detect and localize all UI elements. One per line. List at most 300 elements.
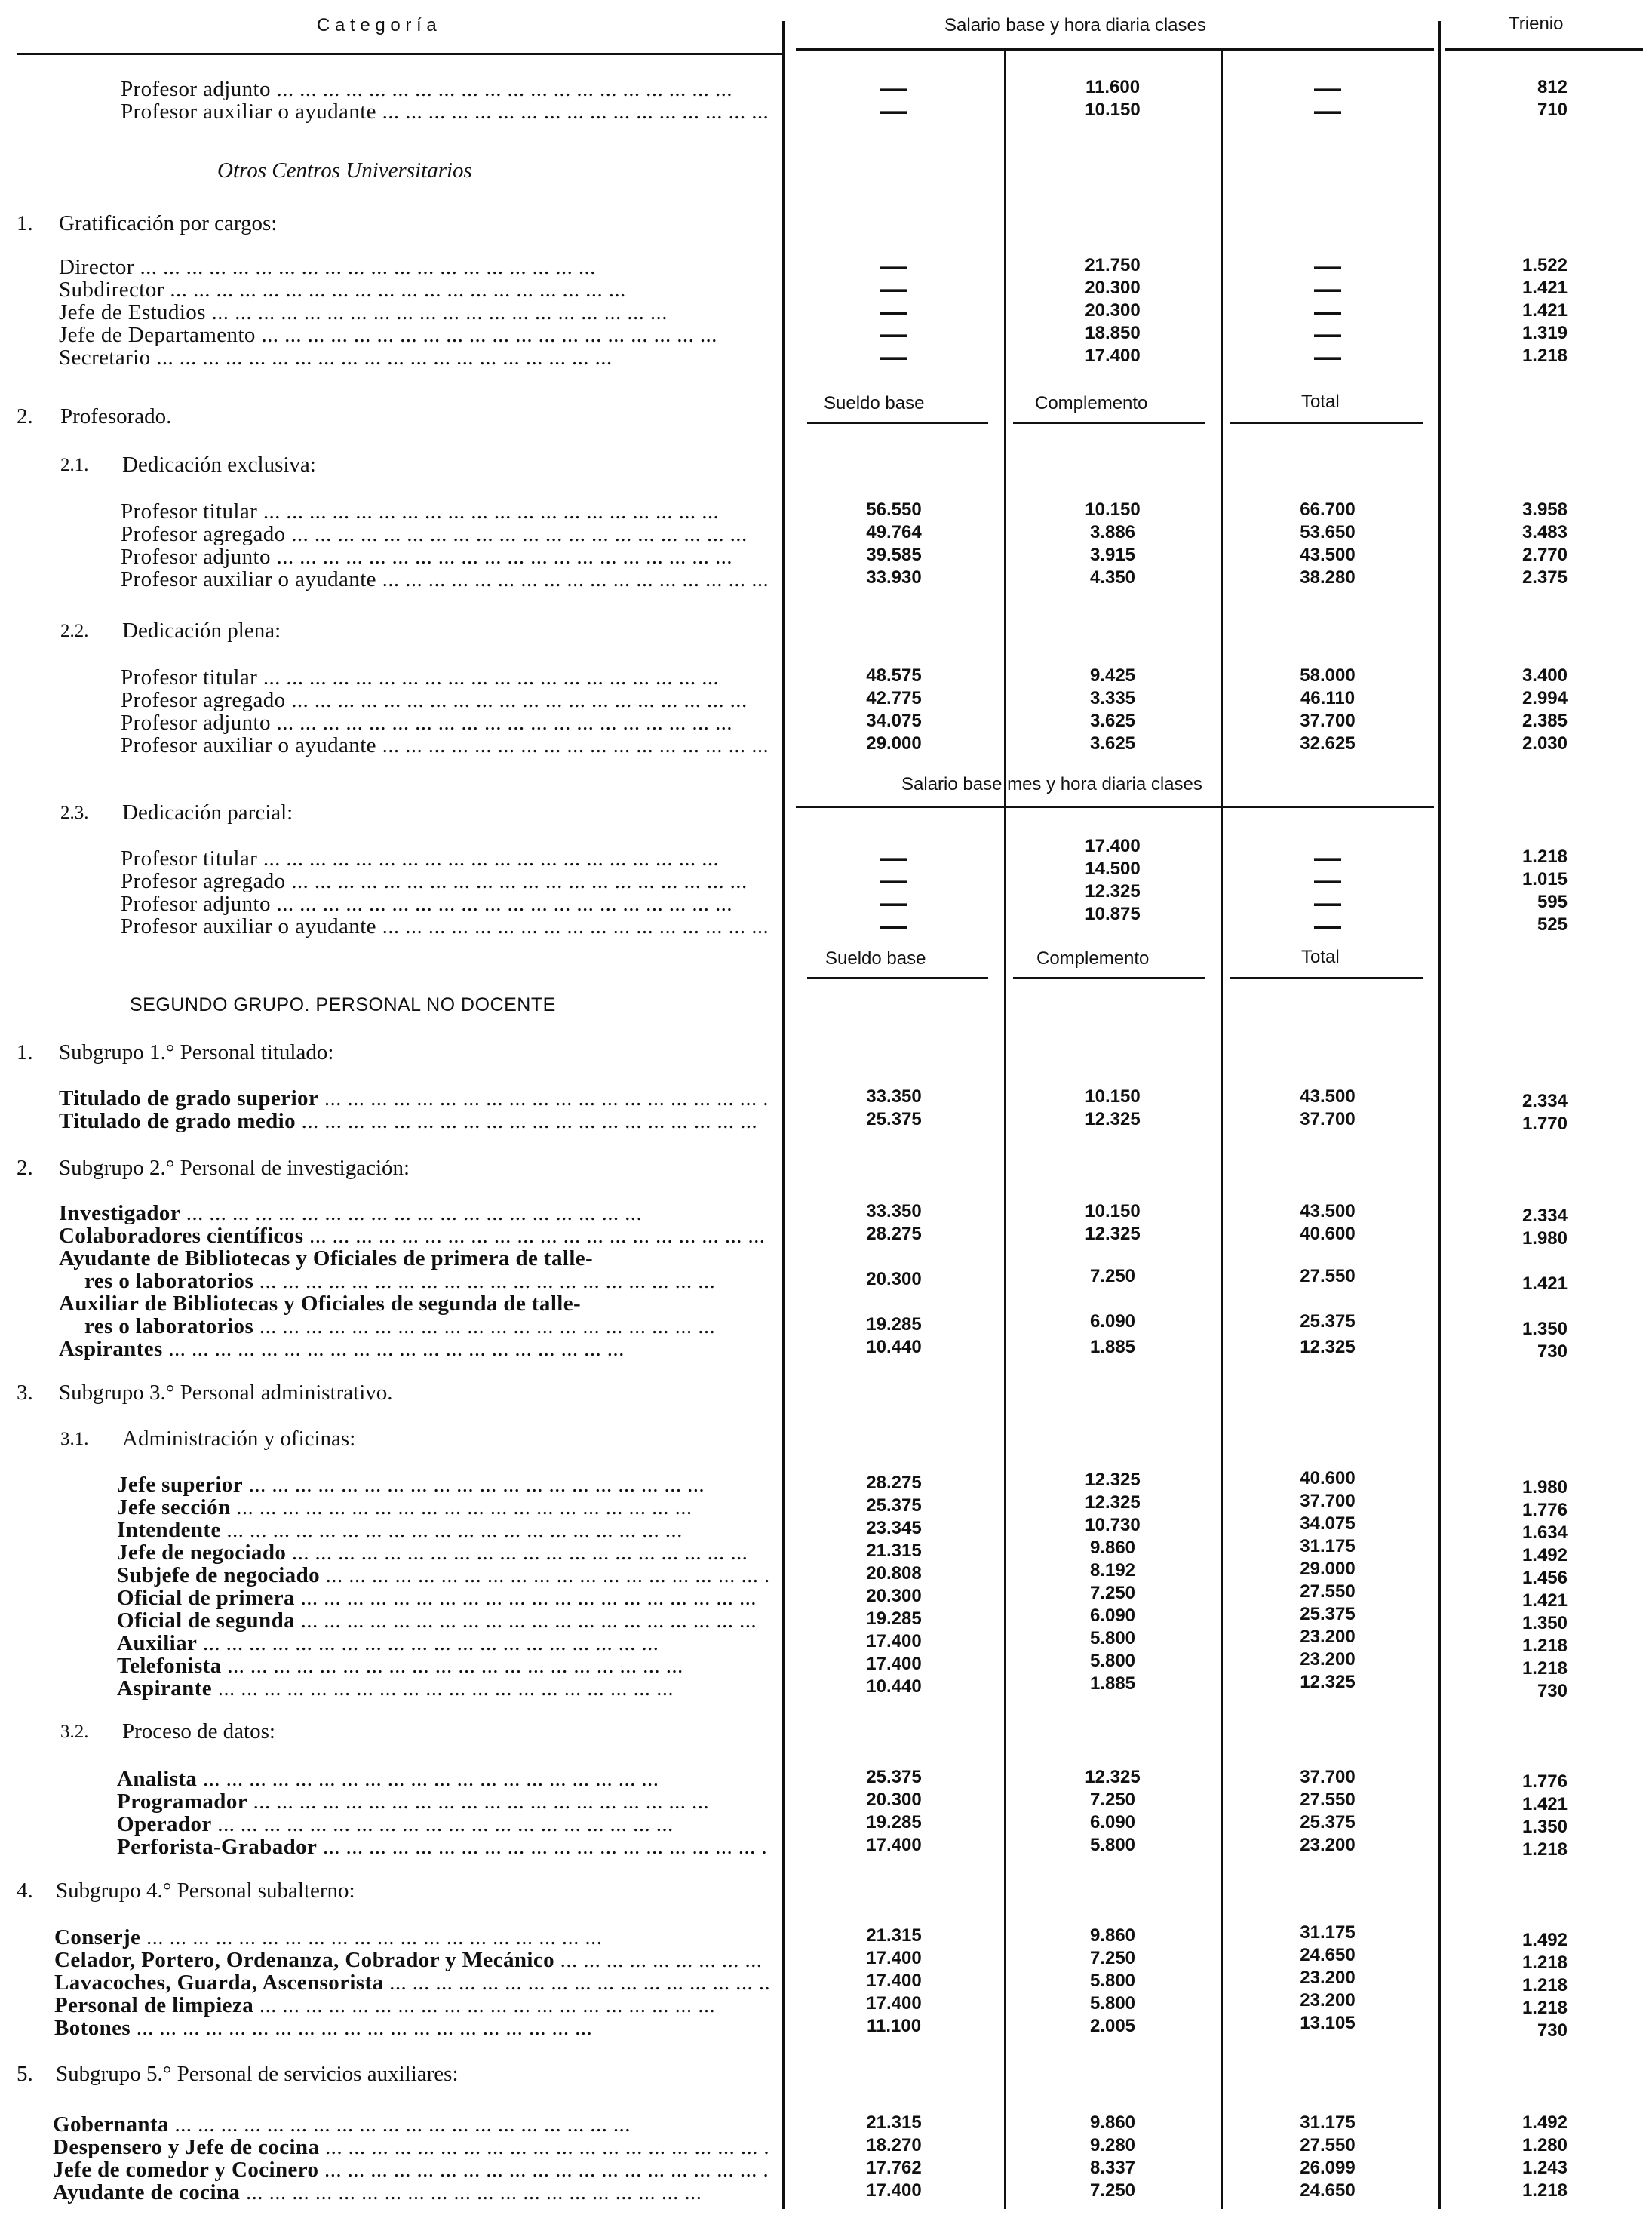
- cell-sueldo: 10.440: [866, 1676, 922, 1697]
- subheader-rule-1c: [1230, 422, 1423, 424]
- cell-sueldo: 17.400: [866, 2180, 922, 2201]
- cell-complemento: 12.325: [1085, 1224, 1141, 1244]
- cell-trienio: 1.421: [1521, 278, 1568, 298]
- cell-sueldo: —: [880, 250, 907, 281]
- cell-complemento: 17.400: [1085, 836, 1141, 856]
- row-label: Director ... .: [59, 255, 596, 279]
- cell-total: 37.700: [1300, 1491, 1356, 1511]
- row-label: Ayudante de Bibliotecas y Oficiales de primera de talle-: [59, 1246, 594, 1270]
- row-label: Subjefe de negociado ... .: [117, 1563, 769, 1587]
- cell-total: 31.175: [1300, 1536, 1356, 1556]
- cell-sueldo: 18.270: [866, 2135, 922, 2155]
- cell-total: 43.500: [1300, 1086, 1356, 1107]
- cell-total: 37.700: [1300, 711, 1356, 731]
- table-row: [0, 1790, 1652, 1812]
- cell-complemento: 7.250: [1089, 1790, 1136, 1810]
- header-rule-salary: [796, 48, 1434, 51]
- row-label: Profesor auxiliar o ayudante ... .: [121, 914, 769, 939]
- cell-trienio: 1.776: [1521, 1771, 1568, 1792]
- cell-complemento: 20.300: [1085, 278, 1141, 298]
- cell-sueldo: —: [880, 296, 907, 327]
- section-title: Dedicación parcial:: [122, 800, 293, 825]
- row-label: Profesor auxiliar o ayudante ... .: [121, 100, 769, 124]
- row-label: Profesor agregado ... .: [121, 522, 748, 546]
- subheader-rule-2c: [1230, 977, 1423, 979]
- cell-total: 31.175: [1300, 2112, 1356, 2133]
- row-label: res o laboratorios ... .: [84, 1314, 715, 1338]
- table-row: [0, 1224, 1652, 1249]
- cell-complemento: 10.150: [1085, 499, 1141, 520]
- cell-sueldo: 19.285: [866, 1314, 922, 1335]
- cell-total: 26.099: [1300, 2158, 1356, 2178]
- section-title: Subgrupo 3.° Personal administrativo.: [59, 1381, 393, 1405]
- row-label: Profesor auxiliar o ayudante ... .: [121, 567, 769, 591]
- cell-sueldo: —: [880, 318, 907, 349]
- section-title: Subgrupo 4.° Personal subalterno:: [56, 1879, 355, 1903]
- cell-sueldo: 29.000: [866, 733, 922, 754]
- cell-total: 27.550: [1300, 1581, 1356, 1602]
- section-title: Subgrupo 5.° Personal de servicios auxiliares:: [56, 2062, 459, 2086]
- row-label: Gobernanta ... .: [53, 2112, 631, 2137]
- cell-sueldo: 39.585: [866, 545, 922, 565]
- cell-trienio: 1.350: [1521, 1319, 1568, 1339]
- header-category: C a t e g o r í a: [317, 15, 437, 35]
- table-row: [0, 1109, 1652, 1132]
- cell-complemento: 4.350: [1089, 567, 1136, 588]
- cell-complemento: 10.150: [1085, 1086, 1141, 1107]
- row-label: Titulado de grado medio ... .: [59, 1109, 757, 1133]
- row-label: Conserje ... .: [54, 1925, 602, 1949]
- cell-trienio: 2.770: [1521, 545, 1568, 565]
- cell-trienio: 730: [1537, 1341, 1568, 1362]
- header-salary-month: Salario base mes y hora diaria clases: [901, 774, 1202, 794]
- cell-trienio: 710: [1537, 100, 1568, 120]
- row-label: Profesor titular ... .: [121, 665, 719, 690]
- row-label: Subdirector ... .: [59, 278, 626, 302]
- row-label: Profesor adjunto ... .: [121, 77, 732, 101]
- cell-complemento: 5.800: [1089, 1835, 1136, 1855]
- row-label: Secretario ... .: [59, 346, 613, 370]
- cell-total: 37.700: [1300, 1767, 1356, 1787]
- cell-total: 53.650: [1300, 522, 1356, 542]
- cell-total: 13.105: [1300, 2013, 1356, 2033]
- subheader-rule-2b: [1013, 977, 1205, 979]
- cell-complemento: 3.915: [1089, 545, 1136, 565]
- table-row: [0, 2112, 1652, 2135]
- row-label: Profesor adjunto ... .: [121, 545, 732, 569]
- cell-sueldo: —: [880, 72, 907, 103]
- row-label: Profesor adjunto ... .: [121, 711, 732, 735]
- section-number: 3.: [17, 1381, 33, 1405]
- row-label: Profesor auxiliar o ayudante ... .: [121, 733, 769, 757]
- cell-total: 27.550: [1300, 2135, 1356, 2155]
- cell-sueldo: 20.300: [866, 1790, 922, 1810]
- cell-complemento: 3.625: [1089, 711, 1136, 731]
- cell-sueldo: 17.762: [866, 2158, 922, 2178]
- table-row: [0, 522, 1652, 545]
- cell-total: 25.375: [1300, 1812, 1356, 1833]
- cell-trienio: 2.994: [1521, 688, 1568, 708]
- cell-total: 32.625: [1300, 733, 1356, 754]
- row-label: Auxiliar de Bibliotecas y Oficiales de segunda de talle-: [59, 1292, 582, 1316]
- table-row: [0, 2013, 1652, 2041]
- cell-trienio: 1.421: [1521, 300, 1568, 321]
- row-label: Jefe de negociado ... .: [117, 1541, 748, 1565]
- cell-complemento: 8.337: [1089, 2158, 1136, 2178]
- cell-trienio: 3.483: [1521, 522, 1568, 542]
- cell-total: 43.500: [1300, 1201, 1356, 1221]
- table-row: [0, 733, 1652, 756]
- table-row: [0, 665, 1652, 688]
- subheader-complemento-2: Complemento: [1036, 948, 1150, 969]
- cell-complemento: 6.090: [1089, 1605, 1136, 1626]
- cell-trienio: 525: [1537, 914, 1568, 935]
- row-label: Jefe de comedor y Cocinero ... .: [53, 2158, 769, 2182]
- cell-total: 23.200: [1300, 1835, 1356, 1855]
- cell-trienio: 1.015: [1521, 869, 1568, 889]
- row-label: Celador, Portero, Ordenanza, Cobrador y Mecánico ... .: [54, 1948, 769, 1972]
- cell-sueldo: 33.350: [866, 1201, 922, 1221]
- cell-total: 34.075: [1300, 1513, 1356, 1534]
- cell-complemento: 7.250: [1089, 1266, 1136, 1286]
- cell-complemento: 1.885: [1089, 1673, 1136, 1694]
- cell-complemento: 14.500: [1085, 859, 1141, 879]
- table-row: [0, 1311, 1652, 1339]
- cell-trienio: 1.776: [1521, 1500, 1568, 1520]
- cell-trienio: 2.385: [1521, 711, 1568, 731]
- row-label: Analista ... .: [117, 1767, 659, 1791]
- cell-total: 25.375: [1300, 1604, 1356, 1624]
- cell-trienio: 1.243: [1521, 2158, 1568, 2178]
- cell-complemento: 9.860: [1089, 1538, 1136, 1558]
- section-title: Profesorado.: [60, 404, 172, 429]
- cell-trienio: 1.218: [1521, 1975, 1568, 1995]
- cell-total: 24.650: [1300, 2180, 1356, 2201]
- section-number: 1.: [17, 211, 33, 235]
- cell-trienio: 1.218: [1521, 2180, 1568, 2201]
- cell-sueldo: 21.315: [866, 1925, 922, 1946]
- cell-trienio: 1.218: [1521, 846, 1568, 867]
- cell-trienio: 1.421: [1521, 1590, 1568, 1611]
- cell-total: —: [1314, 95, 1341, 126]
- cell-trienio: 2.334: [1521, 1206, 1568, 1226]
- cell-sueldo: 17.400: [866, 1948, 922, 1968]
- table-row: [0, 1201, 1652, 1224]
- section-title: Subgrupo 2.° Personal de investigación:: [59, 1156, 410, 1180]
- row-label: Investigador ... .: [59, 1201, 642, 1225]
- table-row: [0, 499, 1652, 522]
- cell-trienio: 1.218: [1521, 1658, 1568, 1679]
- table-row: [0, 2180, 1652, 2203]
- cell-total: 40.600: [1300, 1224, 1356, 1244]
- cell-total: —: [1314, 865, 1341, 896]
- cell-sueldo: 34.075: [866, 711, 922, 731]
- cell-sueldo: 49.764: [866, 522, 922, 542]
- row-label: Aspirante ... .: [117, 1676, 674, 1700]
- cell-trienio: 1.456: [1521, 1568, 1568, 1588]
- cell-complemento: 9.425: [1089, 665, 1136, 686]
- cell-sueldo: 11.100: [866, 2016, 922, 2036]
- cell-trienio: 1.218: [1521, 346, 1568, 366]
- row-label: Telefonista ... .: [117, 1654, 683, 1678]
- table-row: [0, 1337, 1652, 1362]
- row-label: Colaboradores científicos ... .: [59, 1224, 765, 1248]
- subheader-rule-2a: [807, 977, 988, 979]
- cell-total: —: [1314, 910, 1341, 941]
- cell-sueldo: —: [880, 865, 907, 896]
- table-row: [0, 1266, 1652, 1294]
- subheader-rule-1a: [807, 422, 988, 424]
- header-rule-left: [17, 53, 782, 55]
- cell-sueldo: —: [880, 910, 907, 941]
- table-row: [0, 545, 1652, 567]
- table-row: [0, 688, 1652, 711]
- row-label: Perforista-Grabador ... .: [117, 1835, 769, 1859]
- cell-total: 37.700: [1300, 1109, 1356, 1129]
- subheader-total-1: Total: [1301, 392, 1340, 412]
- cell-total: 66.700: [1300, 499, 1356, 520]
- heading-segundo-grupo: SEGUNDO GRUPO. PERSONAL NO DOCENTE: [130, 994, 556, 1015]
- row-label: Ayudante de cocina ... .: [53, 2180, 702, 2204]
- cell-sueldo: —: [880, 341, 907, 372]
- section-number: 3.2.: [60, 1722, 89, 1742]
- row-label: Oficial de primera ... .: [117, 1586, 757, 1610]
- cell-total: 12.325: [1300, 1672, 1356, 1692]
- cell-complemento: 17.400: [1085, 346, 1141, 366]
- cell-trienio: 1.492: [1521, 1545, 1568, 1565]
- cell-total: 46.110: [1300, 688, 1356, 708]
- row-label: Profesor agregado ... .: [121, 688, 748, 712]
- cell-trienio: 1.218: [1521, 1839, 1568, 1860]
- row-label: Operador ... .: [117, 1812, 674, 1836]
- cell-total: 25.375: [1300, 1311, 1356, 1332]
- cell-total: —: [1314, 250, 1341, 281]
- section-number: 5.: [17, 2062, 33, 2086]
- cell-complemento: 9.860: [1089, 2112, 1136, 2133]
- cell-sueldo: 48.575: [866, 665, 922, 686]
- cell-trienio: 1.218: [1521, 1952, 1568, 1973]
- row-label: Personal de limpieza ... .: [54, 1993, 715, 2017]
- cell-sueldo: 17.400: [866, 1654, 922, 1674]
- cell-sueldo: 21.315: [866, 2112, 922, 2133]
- cell-total: —: [1314, 842, 1341, 873]
- cell-sueldo: —: [880, 842, 907, 873]
- cell-sueldo: —: [880, 887, 907, 918]
- cell-total: 23.200: [1300, 1649, 1356, 1670]
- cell-complemento: 5.800: [1089, 1993, 1136, 2014]
- cell-sueldo: 17.400: [866, 1631, 922, 1651]
- cell-trienio: 1.634: [1521, 1522, 1568, 1543]
- cell-complemento: 10.875: [1085, 904, 1141, 924]
- table-row: [0, 1086, 1652, 1109]
- cell-complemento: 7.250: [1089, 1948, 1136, 1968]
- row-label: Profesor titular ... .: [121, 499, 719, 524]
- table-row: [0, 1672, 1652, 1701]
- cell-sueldo: 19.285: [866, 1812, 922, 1833]
- cell-total: 24.650: [1300, 1945, 1356, 1965]
- row-label: Programador ... .: [117, 1790, 709, 1814]
- cell-trienio: 1.280: [1521, 2135, 1568, 2155]
- row-label: res o laboratorios ... .: [84, 1269, 715, 1293]
- cell-trienio: 595: [1537, 892, 1568, 912]
- cell-complemento: 12.325: [1085, 1492, 1141, 1513]
- cell-complemento: 18.850: [1085, 323, 1141, 343]
- table-row: [0, 711, 1652, 733]
- cell-trienio: 1.421: [1521, 1273, 1568, 1294]
- cell-complemento: 20.300: [1085, 300, 1141, 321]
- row-label: Oficial de segunda ... .: [117, 1608, 757, 1633]
- row-label: Profesor titular ... .: [121, 846, 719, 871]
- cell-trienio: 730: [1537, 2020, 1568, 2041]
- cell-trienio: 730: [1537, 1681, 1568, 1701]
- section-number: 1.: [17, 1040, 33, 1064]
- cell-trienio: 1.770: [1521, 1114, 1568, 1134]
- cell-total: 38.280: [1300, 567, 1356, 588]
- cell-total: 23.200: [1300, 1990, 1356, 2011]
- cell-trienio: 3.958: [1521, 499, 1568, 520]
- cell-trienio: 1.218: [1521, 1636, 1568, 1656]
- cell-trienio: 1.319: [1521, 323, 1568, 343]
- cell-total: 27.550: [1300, 1790, 1356, 1810]
- cell-total: 23.200: [1300, 1627, 1356, 1647]
- cell-sueldo: 17.400: [866, 1971, 922, 1991]
- row-label: Lavacoches, Guarda, Ascensorista ... .: [54, 1971, 769, 1995]
- cell-trienio: 3.400: [1521, 665, 1568, 686]
- row-label: Profesor agregado ... .: [121, 869, 748, 893]
- subheader-sueldo-base-1: Sueldo base: [824, 393, 925, 413]
- section-number: 2.: [17, 1156, 33, 1180]
- section-number: 2.3.: [60, 803, 89, 823]
- cell-sueldo: 20.808: [866, 1563, 922, 1584]
- cell-complemento: 12.325: [1085, 1470, 1141, 1490]
- cell-sueldo: 17.400: [866, 1993, 922, 2014]
- cell-complemento: 7.250: [1089, 2180, 1136, 2201]
- cell-trienio: 1.492: [1521, 2112, 1568, 2133]
- cell-complemento: 21.750: [1085, 255, 1141, 275]
- cell-trienio: 1.492: [1521, 1930, 1568, 1950]
- cell-sueldo: 21.315: [866, 1541, 922, 1561]
- table-row: [0, 341, 1652, 372]
- cell-trienio: 2.375: [1521, 567, 1568, 588]
- table-row: [0, 2158, 1652, 2180]
- cell-total: —: [1314, 72, 1341, 103]
- cell-total: 29.000: [1300, 1559, 1356, 1579]
- subheader-complemento-1: Complemento: [1035, 393, 1148, 413]
- row-label: Profesor adjunto ... .: [121, 892, 732, 916]
- cell-total: 58.000: [1300, 665, 1356, 686]
- subheader-sueldo-base-2: Sueldo base: [825, 948, 926, 969]
- cell-sueldo: 20.300: [866, 1269, 922, 1289]
- cell-complemento: 2.005: [1089, 2016, 1136, 2036]
- cell-complemento: 10.730: [1085, 1515, 1141, 1535]
- cell-trienio: 1.421: [1521, 1794, 1568, 1814]
- row-label: Jefe superior ... .: [117, 1473, 705, 1497]
- row-label: Auxiliar ... .: [117, 1631, 659, 1655]
- cell-complemento: 1.885: [1089, 1337, 1136, 1357]
- row-label: Intendente ... .: [117, 1518, 683, 1542]
- cell-sueldo: 42.775: [866, 688, 922, 708]
- cell-sueldo: 28.275: [866, 1473, 922, 1493]
- cell-complemento: 5.800: [1089, 1651, 1136, 1671]
- cell-sueldo: 20.300: [866, 1586, 922, 1606]
- header-trienio: Trienio: [1509, 14, 1564, 34]
- cell-complemento: 3.886: [1089, 522, 1136, 542]
- cell-total: 12.325: [1300, 1337, 1356, 1357]
- cell-sueldo: 10.440: [866, 1337, 922, 1357]
- row-label: Titulado de grado superior ... .: [59, 1086, 769, 1111]
- subheader-total-2: Total: [1301, 947, 1340, 967]
- cell-total: 43.500: [1300, 545, 1356, 565]
- section-title: Proceso de datos:: [122, 1719, 275, 1743]
- cell-sueldo: —: [880, 273, 907, 304]
- section-number: 2.: [17, 404, 33, 429]
- cell-complemento: 5.800: [1089, 1971, 1136, 1991]
- cell-trienio: 1.522: [1521, 255, 1568, 275]
- cell-complemento: 9.280: [1089, 2135, 1136, 2155]
- table-row: [0, 1767, 1652, 1790]
- cell-complemento: 10.150: [1085, 100, 1141, 120]
- cell-sueldo: 19.285: [866, 1608, 922, 1629]
- cell-complemento: 5.800: [1089, 1628, 1136, 1648]
- section-title: Dedicación plena:: [122, 619, 281, 643]
- cell-sueldo: 25.375: [866, 1767, 922, 1787]
- cell-total: —: [1314, 341, 1341, 372]
- cell-sueldo: 28.275: [866, 1224, 922, 1244]
- cell-sueldo: 23.345: [866, 1518, 922, 1538]
- cell-total: —: [1314, 273, 1341, 304]
- cell-trienio: 812: [1537, 77, 1568, 97]
- cell-sueldo: 25.375: [866, 1109, 922, 1129]
- section-number: 4.: [17, 1879, 33, 1903]
- cell-complemento: 11.600: [1085, 77, 1141, 97]
- cell-sueldo: 56.550: [866, 499, 922, 520]
- section-title: Gratificación por cargos:: [59, 211, 278, 235]
- cell-complemento: 12.325: [1085, 1109, 1141, 1129]
- cell-trienio: 2.030: [1521, 733, 1568, 754]
- cell-complemento: 12.325: [1085, 1767, 1141, 1787]
- cell-complemento: 10.150: [1085, 1201, 1141, 1221]
- section-number: 2.2.: [60, 621, 89, 641]
- section-number: 3.1.: [60, 1429, 89, 1449]
- cell-total: 31.175: [1300, 1922, 1356, 1943]
- row-label: Jefe de Estudios ... .: [59, 300, 668, 324]
- section-title: Administración y oficinas:: [122, 1427, 356, 1451]
- cell-trienio: 1.218: [1521, 1998, 1568, 2018]
- cell-complemento: 8.192: [1089, 1560, 1136, 1581]
- cell-total: 40.600: [1300, 1468, 1356, 1488]
- cell-sueldo: 33.350: [866, 1086, 922, 1107]
- cell-complemento: 3.335: [1089, 688, 1136, 708]
- cell-trienio: 1.980: [1521, 1228, 1568, 1249]
- cell-complemento: 12.325: [1085, 881, 1141, 902]
- cell-trienio: 1.350: [1521, 1817, 1568, 1837]
- header-salary: Salario base y hora diaria clases: [944, 15, 1206, 35]
- cell-complemento: 6.090: [1089, 1311, 1136, 1332]
- cell-sueldo: —: [880, 95, 907, 126]
- row-label: Aspirantes ... .: [59, 1337, 625, 1361]
- subheader-rule-month: [796, 806, 1434, 808]
- row-label: Jefe sección ... .: [117, 1495, 692, 1519]
- table-row: [0, 1835, 1652, 1860]
- cell-complemento: 9.860: [1089, 1925, 1136, 1946]
- section-title: Dedicación exclusiva:: [122, 453, 316, 477]
- row-label: Jefe de Departamento ... .: [59, 323, 717, 347]
- row-label: Botones ... .: [54, 2016, 592, 2040]
- cell-complemento: 3.625: [1089, 733, 1136, 754]
- cell-total: —: [1314, 887, 1341, 918]
- cell-total: 27.550: [1300, 1266, 1356, 1286]
- cell-total: —: [1314, 318, 1341, 349]
